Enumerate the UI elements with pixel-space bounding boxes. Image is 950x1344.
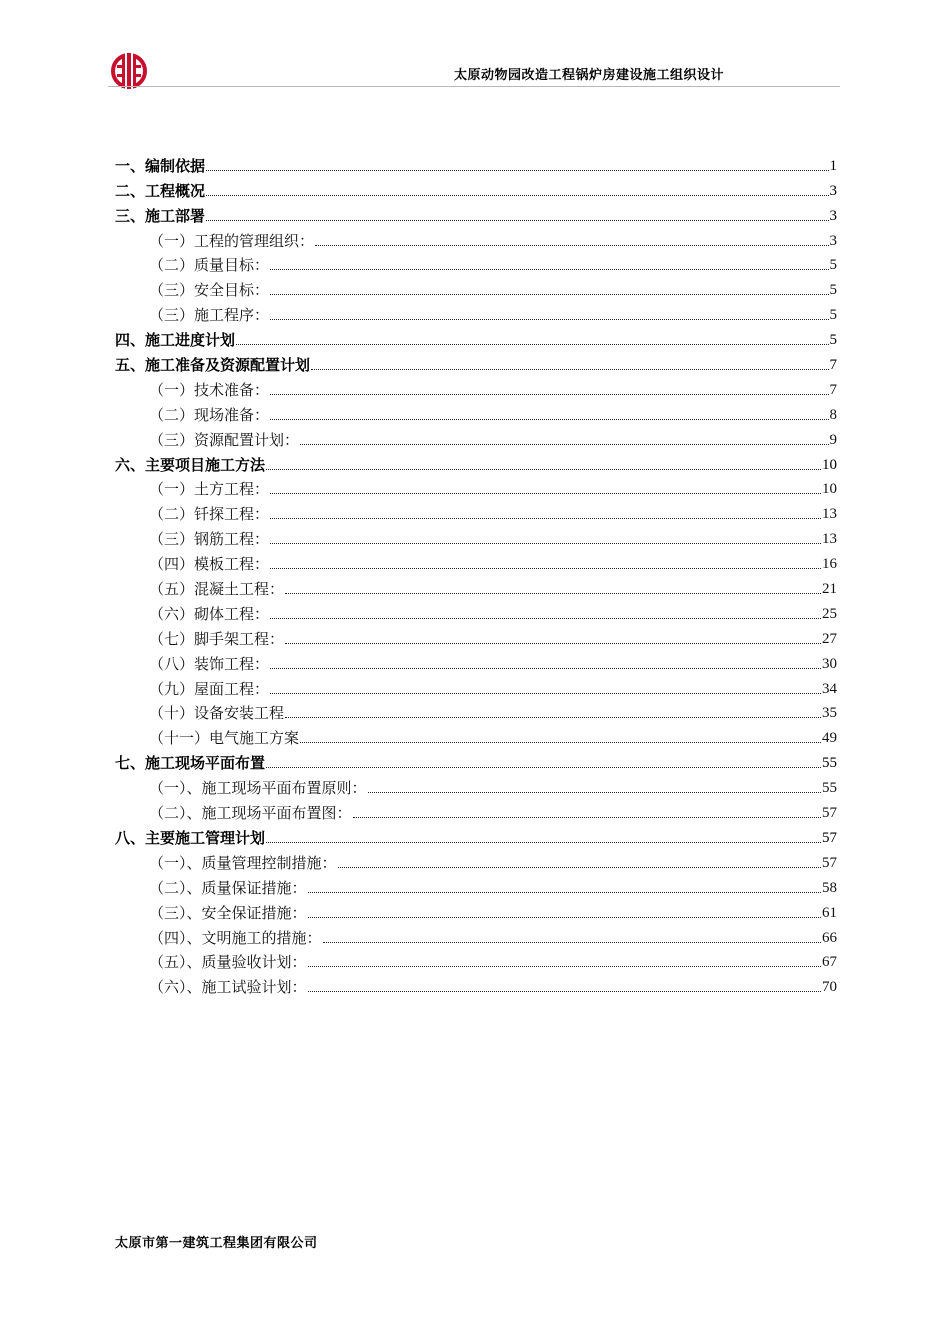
toc-dot-leader (368, 791, 821, 793)
toc-entry-label: （一）技术准备： (149, 380, 270, 399)
toc-subsection-entry[interactable] (115, 722, 837, 747)
toc-page-number: 7 (829, 381, 837, 398)
toc-dot-leader (270, 692, 821, 694)
toc-entry-label: （二）现场准备： (149, 405, 270, 424)
toc-dot-leader (353, 816, 821, 818)
toc-page-number: 49 (822, 730, 837, 747)
toc-entry-label: （三）资源配置计划： (149, 430, 300, 449)
toc-subsection-entry[interactable] (115, 573, 837, 598)
toc-entry-label: （一）土方工程： (149, 480, 270, 499)
toc-entry-label: （五）混凝土工程： (149, 580, 285, 599)
toc-entry-label: 一、编制依据 (115, 156, 206, 175)
toc-page-number: 9 (829, 431, 837, 448)
toc-subsection-entry[interactable] (115, 498, 837, 523)
toc-section-entry[interactable] (115, 747, 837, 772)
toc-dot-leader (308, 916, 821, 918)
toc-page-number: 67 (822, 954, 837, 971)
toc-dot-leader (300, 741, 821, 743)
toc-page-number: 35 (822, 705, 837, 722)
toc-dot-leader (266, 841, 821, 843)
toc-dot-leader (270, 617, 821, 619)
toc-dot-leader (266, 468, 821, 470)
toc-entry-label: （七）脚手架工程： (149, 629, 285, 648)
toc-dot-leader (300, 443, 828, 445)
toc-entry-label: （四）、文明施工的措施： (149, 928, 322, 947)
toc-page-number: 13 (822, 506, 837, 523)
toc-page-number: 58 (822, 879, 837, 896)
toc-entry-label: （三）施工程序： (149, 306, 270, 325)
footer-company-name: 太原市第一建筑工程集团有限公司 (115, 1236, 318, 1251)
toc-page-number: 61 (822, 904, 837, 921)
toc-page-number: 30 (822, 655, 837, 672)
toc-entry-label: （二）、施工现场平面布置图： (149, 804, 352, 823)
toc-page-number: 25 (822, 605, 837, 622)
toc-dot-leader (270, 542, 821, 544)
document-title: 太原动物园改造工程锅炉房建设施工组织设计 (453, 68, 724, 83)
toc-dot-leader (338, 866, 821, 868)
toc-page-number: 8 (829, 406, 837, 423)
toc-page-number: 66 (822, 929, 837, 946)
toc-entry-label: （六）砌体工程： (149, 604, 270, 623)
toc-dot-leader (270, 393, 828, 395)
toc-subsection-entry[interactable] (115, 274, 837, 299)
toc-subsection-entry[interactable] (115, 424, 837, 449)
toc-section-entry[interactable] (115, 150, 837, 175)
toc-entry-label: （十一）电气施工方案 (149, 729, 300, 748)
toc-dot-leader (315, 244, 828, 246)
toc-dot-leader (285, 716, 821, 718)
toc-page-number: 57 (822, 829, 837, 846)
toc-dot-leader (206, 219, 828, 221)
toc-subsection-entry[interactable] (115, 374, 837, 399)
toc-entry-label: 三、施工部署 (115, 206, 206, 225)
table-of-contents (115, 150, 837, 996)
toc-entry-label: 七、施工现场平面布置 (115, 754, 266, 773)
toc-page-number: 34 (822, 680, 837, 697)
toc-page-number: 55 (822, 780, 837, 797)
toc-dot-leader (266, 766, 821, 768)
toc-page-number: 7 (829, 357, 837, 374)
toc-page-number: 27 (822, 630, 837, 647)
toc-entry-label: 二、工程概况 (115, 181, 206, 200)
toc-dot-leader (323, 941, 821, 943)
toc-page-number: 3 (829, 232, 837, 249)
toc-dot-leader (285, 642, 821, 644)
toc-entry-label: 八、主要施工管理计划 (115, 828, 266, 847)
toc-dot-leader (236, 343, 828, 345)
toc-subsection-entry[interactable] (115, 971, 837, 996)
toc-page-number: 3 (829, 182, 837, 199)
toc-dot-leader (308, 990, 821, 992)
toc-page-number: 5 (829, 257, 837, 274)
toc-section-entry[interactable] (115, 324, 837, 349)
toc-subsection-entry[interactable] (115, 399, 837, 424)
toc-entry-label: （四）模板工程： (149, 555, 270, 574)
toc-page-number: 70 (822, 979, 837, 996)
toc-page-number: 1 (829, 157, 837, 174)
toc-entry-label: （一）、质量管理控制措施： (149, 853, 337, 872)
toc-dot-leader (285, 592, 821, 594)
toc-entry-label: 四、施工进度计划 (115, 331, 236, 350)
toc-subsection-entry[interactable] (115, 922, 837, 947)
toc-subsection-entry[interactable] (115, 698, 837, 723)
toc-entry-label: （十）设备安装工程 (149, 704, 285, 723)
toc-subsection-entry[interactable] (115, 598, 837, 623)
toc-subsection-entry[interactable] (115, 299, 837, 324)
toc-page-number: 5 (829, 332, 837, 349)
toc-subsection-entry[interactable] (115, 772, 837, 797)
toc-subsection-entry[interactable] (115, 623, 837, 648)
toc-entry-label: 六、主要项目施工方法 (115, 455, 266, 474)
toc-page-number: 16 (822, 556, 837, 573)
toc-entry-label: （二）钎探工程： (149, 505, 270, 524)
toc-section-entry[interactable] (115, 175, 837, 200)
toc-entry-label: （九）屋面工程： (149, 679, 270, 698)
toc-entry-label: （三）钢筋工程： (149, 530, 270, 549)
header-divider (108, 86, 840, 87)
toc-subsection-entry[interactable] (115, 648, 837, 673)
toc-subsection-entry[interactable] (115, 897, 837, 922)
toc-entry-label: （六）、施工试验计划： (149, 978, 307, 997)
toc-subsection-entry[interactable] (115, 225, 837, 250)
toc-subsection-entry[interactable] (115, 872, 837, 897)
toc-dot-leader (308, 965, 821, 967)
toc-page-number: 10 (822, 481, 837, 498)
toc-dot-leader (270, 318, 828, 320)
toc-entry-label: （五）、质量验收计划： (149, 953, 307, 972)
toc-subsection-entry[interactable] (115, 797, 837, 822)
toc-subsection-entry[interactable] (115, 947, 837, 972)
toc-page-number: 55 (822, 755, 837, 772)
toc-entry-label: （二）质量目标： (149, 256, 270, 275)
toc-page-number: 21 (822, 581, 837, 598)
toc-page-number: 57 (822, 805, 837, 822)
toc-subsection-entry[interactable] (115, 847, 837, 872)
toc-entry-label: （一）、施工现场平面布置原则： (149, 779, 367, 798)
toc-entry-label: （三）安全目标： (149, 281, 270, 300)
toc-section-entry[interactable] (115, 822, 837, 847)
toc-page-number: 57 (822, 854, 837, 871)
toc-subsection-entry[interactable] (115, 523, 837, 548)
toc-page-number: 5 (829, 307, 837, 324)
toc-dot-leader (206, 169, 828, 171)
toc-dot-leader (270, 667, 821, 669)
toc-entry-label: （二）、质量保证措施： (149, 878, 307, 897)
toc-entry-label: （一）工程的管理组织： (149, 231, 315, 250)
toc-dot-leader (270, 567, 821, 569)
toc-subsection-entry[interactable] (115, 250, 837, 275)
toc-dot-leader (270, 293, 828, 295)
toc-dot-leader (311, 368, 828, 370)
toc-dot-leader (308, 891, 821, 893)
toc-entry-label: （八）装饰工程： (149, 654, 270, 673)
toc-subsection-entry[interactable] (115, 673, 837, 698)
toc-page-number: 10 (822, 456, 837, 473)
toc-page-number: 3 (829, 207, 837, 224)
toc-section-entry[interactable] (115, 349, 837, 374)
toc-dot-leader (270, 517, 821, 519)
toc-entry-label: 五、施工准备及资源配置计划 (115, 356, 311, 375)
toc-subsection-entry[interactable] (115, 548, 837, 573)
toc-dot-leader (206, 194, 828, 196)
toc-dot-leader (270, 268, 828, 270)
toc-entry-label: （三）、安全保证措施： (149, 903, 307, 922)
toc-page-number: 13 (822, 531, 837, 548)
toc-subsection-entry[interactable] (115, 474, 837, 499)
toc-dot-leader (270, 418, 828, 420)
toc-page-number: 5 (829, 282, 837, 299)
toc-dot-leader (270, 492, 821, 494)
toc-section-entry[interactable] (115, 200, 837, 225)
toc-section-entry[interactable] (115, 449, 837, 474)
